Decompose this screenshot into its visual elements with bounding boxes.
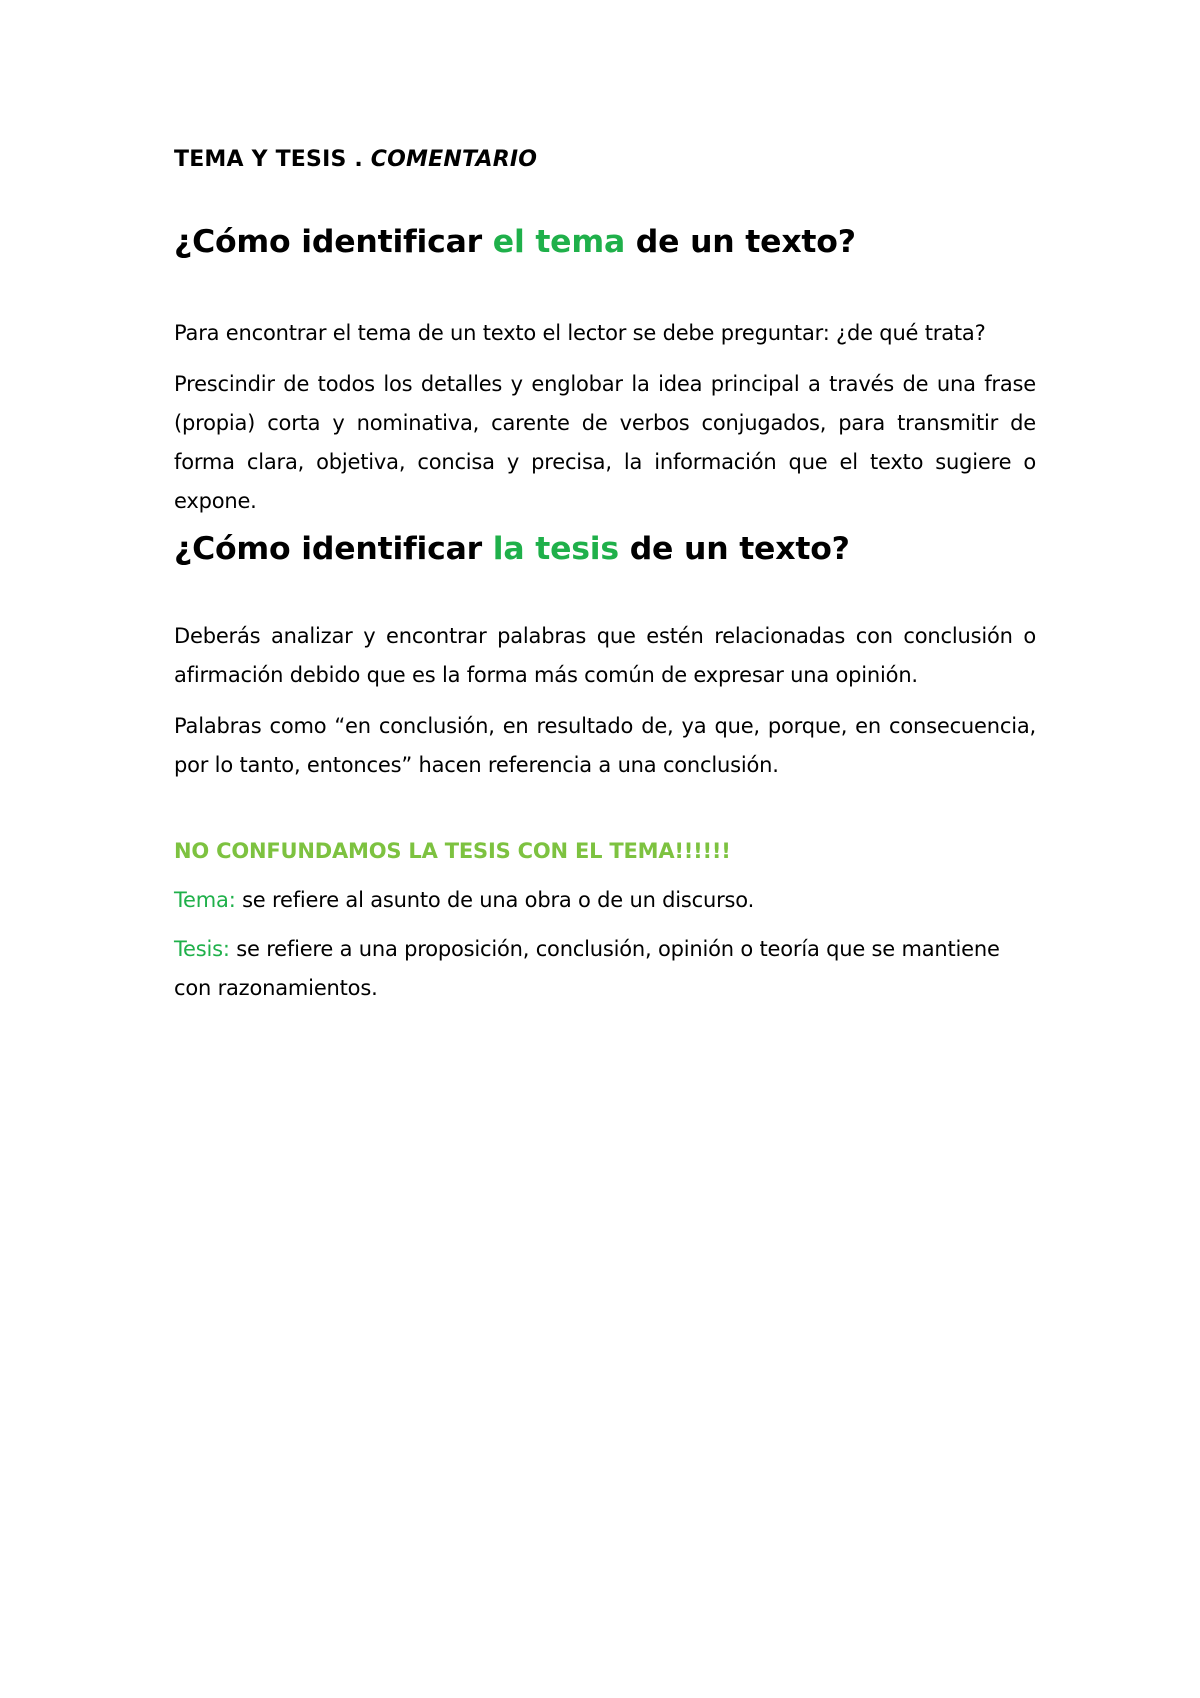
paragraph-find-tema: Para encontrar el tema de un texto el lector se debe preguntar: ¿de qué trata? — [174, 321, 986, 345]
title-main: TEMA Y TESIS . — [174, 147, 371, 172]
question-tema-highlight: el tema — [492, 224, 626, 260]
question-tema-before: ¿Cómo identificar — [174, 224, 493, 260]
title-comentario: COMENTARIO — [370, 147, 538, 172]
definition-tema — [174, 881, 1036, 920]
question-tesis-heading — [174, 529, 1036, 569]
document-title — [174, 140, 1036, 180]
question-tesis-before: ¿Cómo identificar — [174, 531, 493, 567]
document-body — [174, 140, 1036, 1018]
warning-heading: NO CONFUNDAMOS LA TESIS CON EL TEMA!!!!!! — [174, 839, 731, 863]
paragraph-palabras: Palabras como “en conclusión, en resultado de, ya que, porque, en consecuencia, por lo tanto, entonces” hacen referencia a una conclusión. — [174, 714, 1036, 777]
definition-tema-text: se refiere al asunto de una obra o de un discurso. — [235, 888, 755, 912]
question-tema-heading — [174, 222, 1036, 262]
definition-tema-term: Tema: — [174, 888, 236, 912]
paragraph-deberas: Deberás analizar y encontrar palabras que estén relacionadas con conclusión o afirmación debido que es la forma más común de expresar una opinión. — [174, 624, 1036, 687]
question-tema-after: de un texto? — [625, 224, 856, 260]
question-tesis-highlight: la tesis — [492, 531, 619, 567]
definition-tesis-term: Tesis: — [174, 937, 230, 961]
definition-tesis-text: se refiere a una proposición, conclusión, opinión o teoría que se mantiene con razonamientos. — [174, 937, 1000, 1000]
question-tesis-after: de un texto? — [618, 531, 850, 567]
paragraph-prescindir: Prescindir de todos los detalles y englobar la idea principal a través de una frase (propia) corta y nominativa, carente de verbos conjugados, para transmitir de forma clara, objetiva, concisa y precisa, la información que el texto sugiere o expone. — [174, 372, 1036, 513]
definition-tesis — [174, 930, 1036, 1008]
